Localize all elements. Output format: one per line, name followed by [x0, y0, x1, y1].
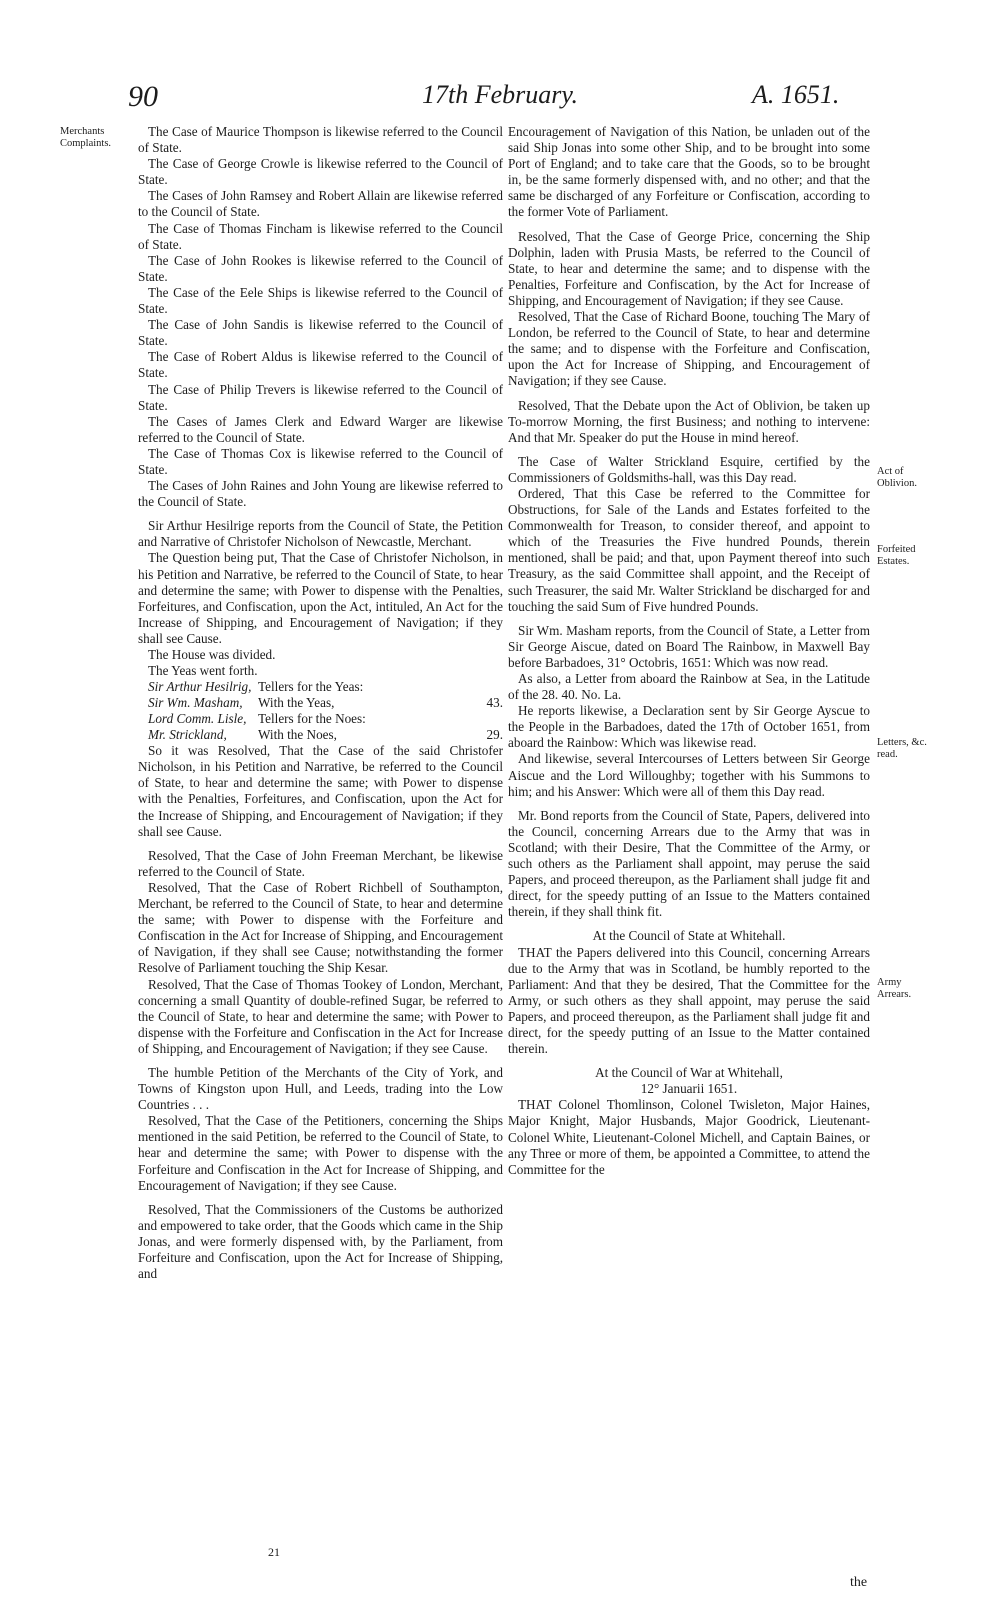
paragraph: Ordered, That this Case be referred to the Committee for Obstructions, for Sale of the Lands and Estates forfeited to the Commonwealth for Treason, to consider thereof, and appoint to which of the Treasuries the Five hundred Pounds, therein mentioned, shall be paid; and that, upon Payment thereof into such Treasury, as the said Committee shall appoint, and the Receipt of such Treasurer, the said Mr. Walter Strickland be discharged for and touching the said Sum of Five hundred Pounds.	[508, 485, 870, 614]
margin-note-army: Army Arrears.	[877, 977, 912, 1000]
paragraph: The House was divided.	[148, 647, 276, 662]
paragraph: THAT the Papers delivered into this Council, concerning Arrears due to the Army that was in Scotland, be humbly reported to the Parliament: And that they be desired, That the Committee for the Army, or such others as they shall appoint, may peruse the said Papers, and proceed thereupon, as the Parliament shall judge fit and direct, for the speedy putting of an Issue to the Matter contained therein.	[508, 944, 870, 1057]
paragraph: The Case of Philip Trevers is likewise referred to the Council of State.	[138, 381, 503, 413]
teller-role: Tellers for the Noes:	[258, 711, 366, 727]
paragraph: The Case of George Crowle is likewise referred to the Council of State.	[138, 156, 503, 188]
tellers-row	[138, 727, 503, 743]
paragraph: So it was Resolved, That the Case of the said Christofer Nicholson, in his Petition and Narrative, be referred to the Council of State, to hear and determine the same; with Power to dispense with the Penalties, Forfeitures, and Confiscation, upon the Act for the Increase of Shipping, and Encouragement of Navigation; if they shall see Cause.	[138, 743, 503, 839]
teller-name: Sir Arthur Hesilrig,	[148, 679, 252, 695]
section-heading: At the Council of State at Whitehall.	[592, 928, 786, 944]
teller-count	[475, 679, 503, 695]
section-heading: At the Council of War at Whitehall,	[595, 1065, 783, 1081]
header-date: 17th February.	[422, 80, 578, 109]
header-year: A. 1651.	[752, 80, 840, 109]
right-column	[508, 124, 870, 1178]
catchword: the	[850, 1575, 868, 1590]
paragraph: The Case of Walter Strickland Esquire, certified by the Commissioners of Goldsmiths-hall, was this Day read.	[508, 453, 870, 485]
paragraph: Resolved, That the Case of Thomas Tookey of London, Merchant, concerning a small Quantity of double-refined Sugar, be referred to the Council of State, to hear and determine the same; with Power to dispense with the Forfeiture and Confiscation in the Act for Increase of Shipping, and Encouragement of Navigation; if they see Cause.	[138, 976, 503, 1056]
paragraph: The Question being put, That the Case of Christofer Nicholson, in his Petition and Narrative, be referred to the Council of State, to hear and determine the same; with Power to dispense with the Penalties, Forfeitures, and Confiscation, upon the Act, intituled, An Act for the Increase of Shipping, and Encouragement of Navigation; if they shall see Cause.	[138, 550, 503, 646]
paragraph: The Case of Thomas Cox is likewise referred to the Council of State.	[138, 445, 503, 477]
teller-count: 43.	[486, 695, 503, 711]
teller-name: Lord Comm. Lisle,	[148, 711, 247, 727]
paragraph: Resolved, That the Case of Robert Richbell of Southampton, Merchant, be referred to the Council of State, to hear and determine the same; with Power to dispense with the Forfeiture and Confiscation in the Act for Increase of Shipping, and Encouragement of Navigation, if they shall see Cause; notwithstanding the former Resolve of Parliament touching the Ship Kesar.	[138, 879, 503, 976]
paragraph: The Case of John Sandis is likewise referred to the Council of State.	[138, 317, 503, 349]
paragraph: The Cases of John Ramsey and Robert Allain are likewise referred to the Council of State.	[138, 188, 503, 220]
paragraph: The Case of the Eele Ships is likewise referred to the Council of State.	[138, 284, 503, 317]
signature-mark: 21	[268, 1545, 280, 1559]
teller-count: 29.	[486, 727, 503, 743]
paragraph: The Cases of John Raines and John Young are likewise referred to the Council of State.	[138, 478, 503, 510]
page-header	[0, 80, 992, 120]
margin-note-oblivion: Act of Oblivion.	[877, 466, 917, 489]
paragraph: THAT Colonel Thomlinson, Colonel Twisleton, Major Haines, Major Knight, Major Husbands, Major Goodrick, Lieutenant-Colonel White, Lieutenant-Colonel Michell, and Captain Baines, or any Three or more of them, be appointed a Committee, to attend the Committee for the	[508, 1097, 870, 1177]
paragraph: Mr. Bond reports from the Council of State, Papers, delivered into the Council, concerning Arrears due to the Army that was in Scotland; with their Desire, That the Committee of the Army, or such others as the Parliament shall appoint, may peruse the said Papers, and proceed thereupon, as the Parliament shall judge fit and direct, for the speedy putting of an Issue to the Matters contained therein, if they shall think fit.	[508, 807, 870, 920]
paragraph: Resolved, That the Case of the Petitioners, concerning the Ships mentioned in the said Petition, be referred to the Council of State, to hear and determine the same; with Power to dispense with the Forfeiture and Confiscation in the Act for Increase of Shipping, and Encouragement of Navigation; if they see Cause.	[138, 1113, 503, 1193]
paragraph: As also, a Letter from aboard the Rainbow at Sea, in the Latitude of the 28. 40. No. La.	[508, 671, 870, 703]
teller-count	[475, 711, 503, 727]
teller-role: With the Yeas,	[258, 695, 335, 711]
left-column	[138, 124, 503, 1282]
paragraph: Resolved, That the Commissioners of the Customs be authorized and empowered to take order, that the Goods which came in the Ship Jonas, and were formerly dispensed with, by the Parliament, from Forfeiture and Confiscation, upon the Act for Increase of Shipping, and	[138, 1201, 503, 1282]
tellers-row	[138, 695, 503, 711]
paragraph: Sir Arthur Hesilrige reports from the Council of State, the Petition and Narrative of Christofer Nicholson of Newcastle, Merchant.	[138, 518, 503, 550]
paragraph: The Case of Robert Aldus is likewise referred to the Council of State.	[138, 349, 503, 381]
paragraph: Resolved, That the Case of Richard Boone, touching The Mary of London, be referred to the Council of State, to hear and determine the same; and to dispense with the Forfeiture and Confiscation, upon the Act for Increase of Shipping, and Encouragement of Navigation; if they see Cause.	[508, 309, 870, 389]
margin-note-letters: Letters, &c. read.	[877, 737, 927, 760]
paragraph: The Case of John Rookes is likewise referred to the Council of State.	[138, 252, 503, 284]
tellers-row	[138, 711, 503, 727]
margin-note-merchants: Merchants Complaints.	[60, 126, 112, 149]
section-date: 12° Januarii 1651.	[640, 1081, 738, 1097]
paragraph: Resolved, That the Case of John Freeman Merchant, be likewise referred to the Council of State.	[138, 847, 503, 879]
teller-name: Mr. Strickland,	[148, 727, 227, 743]
paragraph: He reports likewise, a Declaration sent by Sir George Ayscue to the People in the Barbadoes, dated the 17th of October 1651, from aboard the Rainbow: Which was likewise read.	[508, 703, 870, 751]
teller-role: Tellers for the Yeas:	[258, 679, 364, 695]
paragraph: Resolved, That the Case of George Price, concerning the Ship Dolphin, laden with Prusia Masts, be referred to the Council of State, to hear and determine the same; and to dispense with the Penalties, Forfeiture and Confiscation, by the Act for Increase of Shipping, and Encouragement of Navigation; if they see Cause.	[508, 228, 870, 308]
paragraph: Resolved, That the Debate upon the Act of Oblivion, be taken up To-morrow Morning, the first Business; and nothing to intervene: And that Mr. Speaker do put the House in mind hereof.	[508, 397, 870, 445]
paragraph: And likewise, several Intercourses of Letters between Sir George Aiscue and the Lord Willoughby; together with his Summons to him; and his Answer: Which were all of them this Day read.	[508, 751, 870, 799]
paragraph: The humble Petition of the Merchants of the City of York, and Towns of Kingston upon Hull, and Leeds, trading into the Low Countries . . .	[138, 1064, 503, 1113]
paragraph: The Cases of James Clerk and Edward Warger are likewise referred to the Council of State.	[138, 413, 503, 445]
teller-role: With the Noes,	[258, 727, 337, 743]
paragraph: The Case of Maurice Thompson is likewise referred to the Council of State.	[138, 124, 503, 156]
page-number: 90	[128, 80, 158, 113]
paragraph: The Case of Thomas Fincham is likewise referred to the Council of State.	[138, 220, 503, 252]
tellers-row	[138, 679, 503, 695]
tellers-block	[138, 679, 503, 743]
paragraph: Encouragement of Navigation of this Nation, be unladen out of the said Ship Jonas into some other Ship, and to be brought into some Port of England; and to take care that the Goods, so to be brought in, be the same formerly dispensed with, and no other; and that the same be discharged of any Forfeiture or Confiscation, according to the former Vote of Parliament.	[508, 124, 870, 220]
margin-note-forfeited: Forfeited Estates.	[877, 544, 916, 567]
paragraph: Sir Wm. Masham reports, from the Council of State, a Letter from Sir George Aiscue, dated on Board The Rainbow, in Maxwell Bay before Barbadoes, 31° Octobris, 1651: Which was now read.	[508, 622, 870, 670]
paragraph: The Yeas went forth.	[148, 663, 258, 679]
teller-name: Sir Wm. Masham,	[148, 695, 243, 711]
